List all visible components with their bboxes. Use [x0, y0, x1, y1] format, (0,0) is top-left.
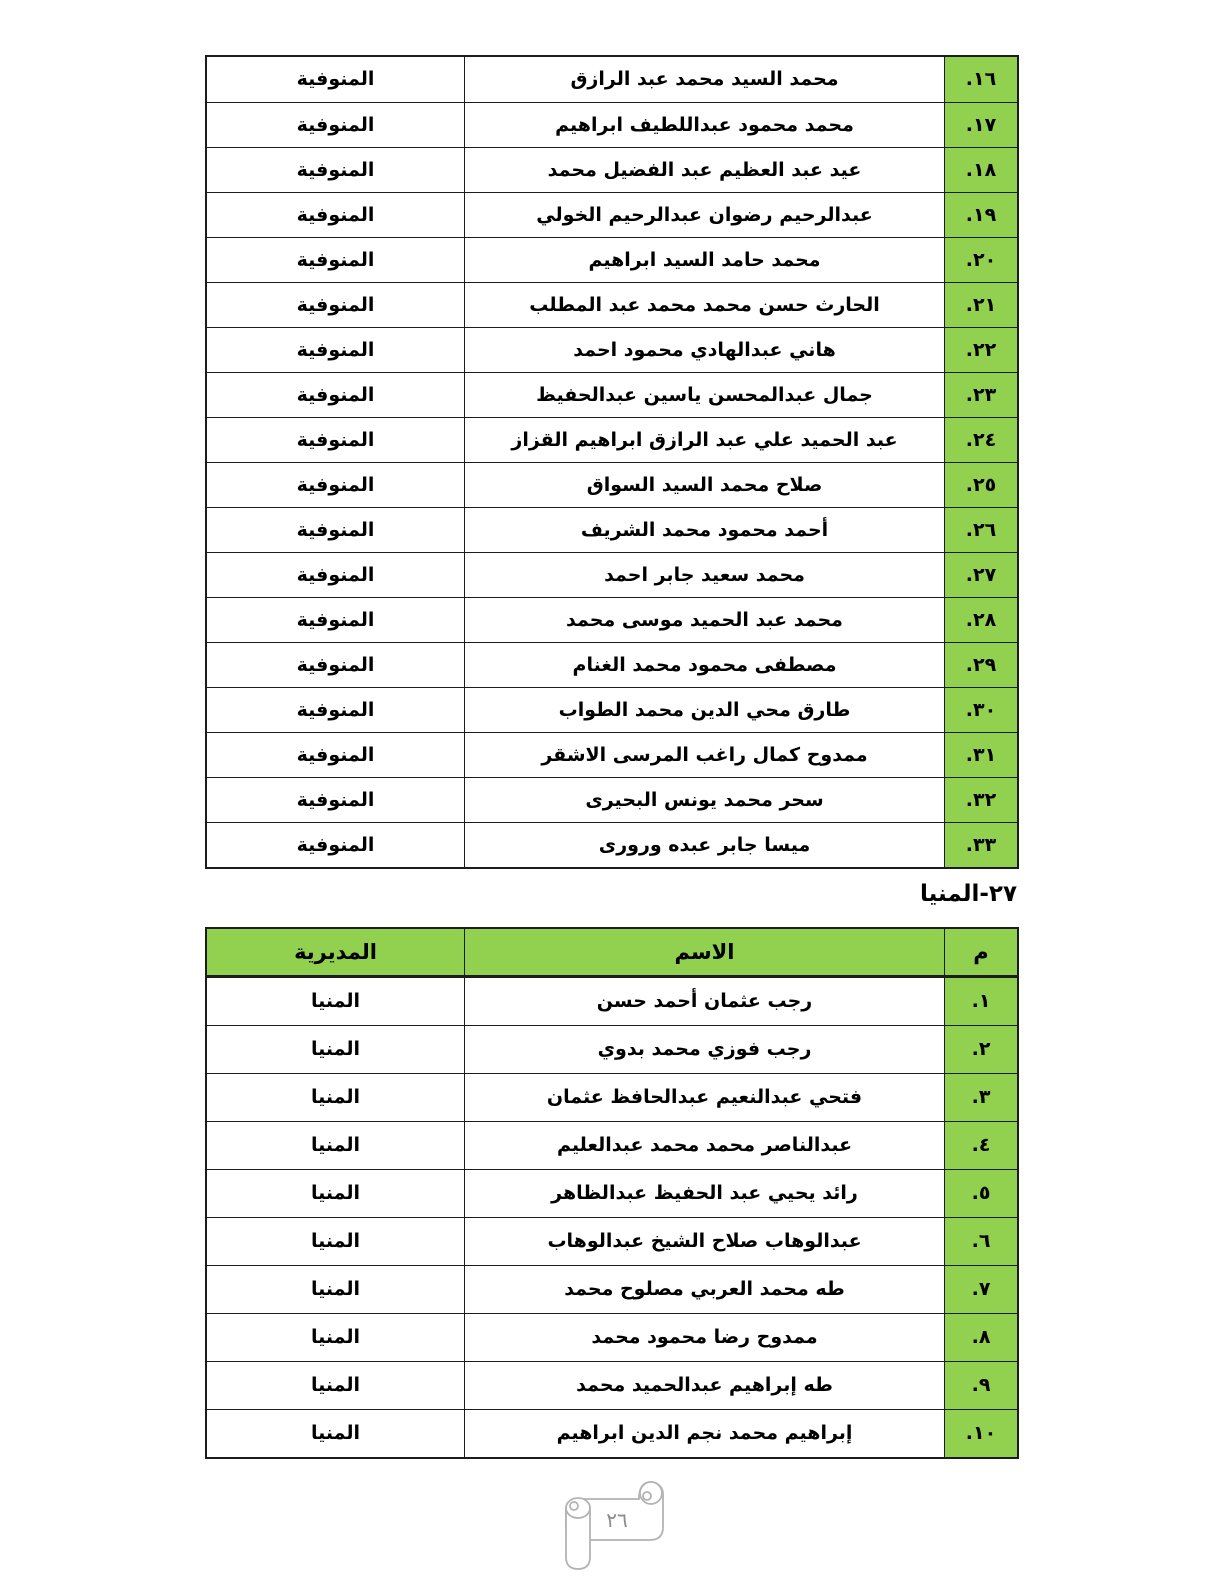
- name-cell: هاني عبدالهادي محمود احمد: [465, 328, 945, 372]
- directorate-cell: المنوفية: [207, 418, 465, 462]
- table-row: [207, 1361, 1017, 1409]
- name-cell: محمد السيد محمد عبد الرازق: [465, 57, 945, 102]
- directorate-cell: المنوفية: [207, 598, 465, 642]
- table-row: [207, 822, 1017, 867]
- row-number-cell: ٦.: [945, 1218, 1017, 1265]
- row-number-cell: ٢.: [945, 1026, 1017, 1073]
- name-cell: فتحي عبدالنعيم عبدالحافظ عثمان: [465, 1074, 945, 1121]
- directorate-cell: المنوفية: [207, 148, 465, 192]
- row-number-cell: ٢١.: [945, 283, 1017, 327]
- name-cell: سحر محمد يونس البحيرى: [465, 778, 945, 822]
- table-row: [207, 1265, 1017, 1313]
- name-cell: مصطفى محمود محمد الغنام: [465, 643, 945, 687]
- table-row: [207, 57, 1017, 102]
- table-row: [207, 327, 1017, 372]
- row-number-cell: ٣١.: [945, 733, 1017, 777]
- name-cell: محمد محمود عبداللطيف ابراهيم: [465, 103, 945, 147]
- directorate-cell: المنيا: [207, 1026, 465, 1073]
- row-number-cell: ٣٢.: [945, 778, 1017, 822]
- directorate-cell: المنيا: [207, 978, 465, 1025]
- row-number-cell: ٣.: [945, 1074, 1017, 1121]
- name-cell: الحارث حسن محمد محمد عبد المطلب: [465, 283, 945, 327]
- name-cell: محمد حامد السيد ابراهيم: [465, 238, 945, 282]
- name-cell: ممدوح رضا محمود محمد: [465, 1314, 945, 1361]
- row-number-cell: ١٩.: [945, 193, 1017, 237]
- table-row: [207, 192, 1017, 237]
- table-row: [207, 237, 1017, 282]
- row-number-cell: ١٨.: [945, 148, 1017, 192]
- table-row: [207, 687, 1017, 732]
- directorate-cell: المنوفية: [207, 238, 465, 282]
- row-number-cell: ١٠.: [945, 1410, 1017, 1457]
- row-number-cell: ٢٥.: [945, 463, 1017, 507]
- directorate-cell: المنوفية: [207, 103, 465, 147]
- row-number-cell: ٨.: [945, 1314, 1017, 1361]
- scroll-ornament: [551, 1477, 673, 1573]
- header-name-cell: الاسم: [465, 929, 945, 975]
- table-row: [207, 597, 1017, 642]
- name-cell: عبدالرحيم رضوان عبدالرحيم الخولي: [465, 193, 945, 237]
- table-row: [207, 372, 1017, 417]
- directorate-cell: المنوفية: [207, 688, 465, 732]
- names-table-minya: [205, 927, 1019, 1459]
- row-number-cell: ٤.: [945, 1122, 1017, 1169]
- table-row: [207, 1313, 1017, 1361]
- row-number-cell: ١٦.: [945, 57, 1017, 102]
- directorate-cell: المنيا: [207, 1266, 465, 1313]
- table-row: [207, 977, 1017, 1025]
- table-row: [207, 462, 1017, 507]
- table-row: [207, 777, 1017, 822]
- row-number-cell: ٥.: [945, 1170, 1017, 1217]
- row-number-cell: ٧.: [945, 1266, 1017, 1313]
- directorate-cell: المنوفية: [207, 463, 465, 507]
- table-row: [207, 1169, 1017, 1217]
- table-row: [207, 1073, 1017, 1121]
- row-number-cell: ١٧.: [945, 103, 1017, 147]
- directorate-cell: المنيا: [207, 1218, 465, 1265]
- directorate-cell: المنوفية: [207, 733, 465, 777]
- scroll-left-curl: [570, 1502, 578, 1510]
- directorate-cell: المنيا: [207, 1074, 465, 1121]
- header-number-cell: م: [945, 929, 1017, 975]
- directorate-cell: المنوفية: [207, 373, 465, 417]
- directorate-cell: المنيا: [207, 1362, 465, 1409]
- directorate-cell: المنوفية: [207, 193, 465, 237]
- section-title: ٢٧-المنيا: [920, 881, 1017, 907]
- directorate-cell: المنوفية: [207, 57, 465, 102]
- row-number-cell: ٢٨.: [945, 598, 1017, 642]
- names-table-menoufia: [205, 55, 1019, 869]
- name-cell: طه محمد العربي مصلوح محمد: [465, 1266, 945, 1313]
- name-cell: أحمد محمود محمد الشريف: [465, 508, 945, 552]
- row-number-cell: ٢٢.: [945, 328, 1017, 372]
- row-number-cell: ٩.: [945, 1362, 1017, 1409]
- name-cell: محمد سعيد جابر احمد: [465, 553, 945, 597]
- table-row: [207, 507, 1017, 552]
- table-row: [207, 147, 1017, 192]
- name-cell: ميسا جابر عبده ورورى: [465, 823, 945, 867]
- table-row: [207, 1409, 1017, 1457]
- page-footer: [205, 1477, 1019, 1573]
- header-directorate-cell: المديرية: [207, 929, 465, 975]
- name-cell: عيد عبد العظيم عبد الفضيل محمد: [465, 148, 945, 192]
- page-number: ٢٦: [606, 1508, 628, 1532]
- row-number-cell: ٢٤.: [945, 418, 1017, 462]
- directorate-cell: المنوفية: [207, 553, 465, 597]
- name-cell: صلاح محمد السيد السواق: [465, 463, 945, 507]
- row-number-cell: ٣٠.: [945, 688, 1017, 732]
- table-row: [207, 552, 1017, 597]
- name-cell: رائد يحيي عبد الحفيظ عبدالظاهر: [465, 1170, 945, 1217]
- row-number-cell: ١.: [945, 978, 1017, 1025]
- row-number-cell: ٢٩.: [945, 643, 1017, 687]
- directorate-cell: المنوفية: [207, 823, 465, 867]
- directorate-cell: المنيا: [207, 1314, 465, 1361]
- table-row: [207, 282, 1017, 327]
- row-number-cell: ٢٣.: [945, 373, 1017, 417]
- directorate-cell: المنيا: [207, 1410, 465, 1457]
- row-number-cell: ٢٦.: [945, 508, 1017, 552]
- name-cell: عبد الحميد علي عبد الرازق ابراهيم القزاز: [465, 418, 945, 462]
- table-row: [207, 417, 1017, 462]
- table-row: [207, 1025, 1017, 1073]
- table-row: [207, 1121, 1017, 1169]
- name-cell: عبدالناصر محمد محمد عبدالعليم: [465, 1122, 945, 1169]
- scroll-right-curl: [643, 1492, 651, 1500]
- table-header-row: [207, 929, 1017, 977]
- name-cell: رجب فوزي محمد بدوي: [465, 1026, 945, 1073]
- document-page: [205, 0, 1019, 1573]
- directorate-cell: المنوفية: [207, 508, 465, 552]
- table-row: [207, 1217, 1017, 1265]
- table-row: [207, 102, 1017, 147]
- directorate-cell: المنيا: [207, 1170, 465, 1217]
- name-cell: عبدالوهاب صلاح الشيخ عبدالوهاب: [465, 1218, 945, 1265]
- table-row: [207, 642, 1017, 687]
- name-cell: طه إبراهيم عبدالحميد محمد: [465, 1362, 945, 1409]
- row-number-cell: ٢٠.: [945, 238, 1017, 282]
- directorate-cell: المنوفية: [207, 328, 465, 372]
- directorate-cell: المنوفية: [207, 643, 465, 687]
- name-cell: رجب عثمان أحمد حسن: [465, 978, 945, 1025]
- name-cell: ممدوح كمال راغب المرسى الاشقر: [465, 733, 945, 777]
- table-row: [207, 732, 1017, 777]
- name-cell: إبراهيم محمد نجم الدين ابراهيم: [465, 1410, 945, 1457]
- directorate-cell: المنيا: [207, 1122, 465, 1169]
- directorate-cell: المنوفية: [207, 778, 465, 822]
- row-number-cell: ٢٧.: [945, 553, 1017, 597]
- row-number-cell: ٣٣.: [945, 823, 1017, 867]
- name-cell: طارق محي الدين محمد الطواب: [465, 688, 945, 732]
- name-cell: محمد عبد الحميد موسى محمد: [465, 598, 945, 642]
- directorate-cell: المنوفية: [207, 283, 465, 327]
- name-cell: جمال عبدالمحسن ياسين عبدالحفيظ: [465, 373, 945, 417]
